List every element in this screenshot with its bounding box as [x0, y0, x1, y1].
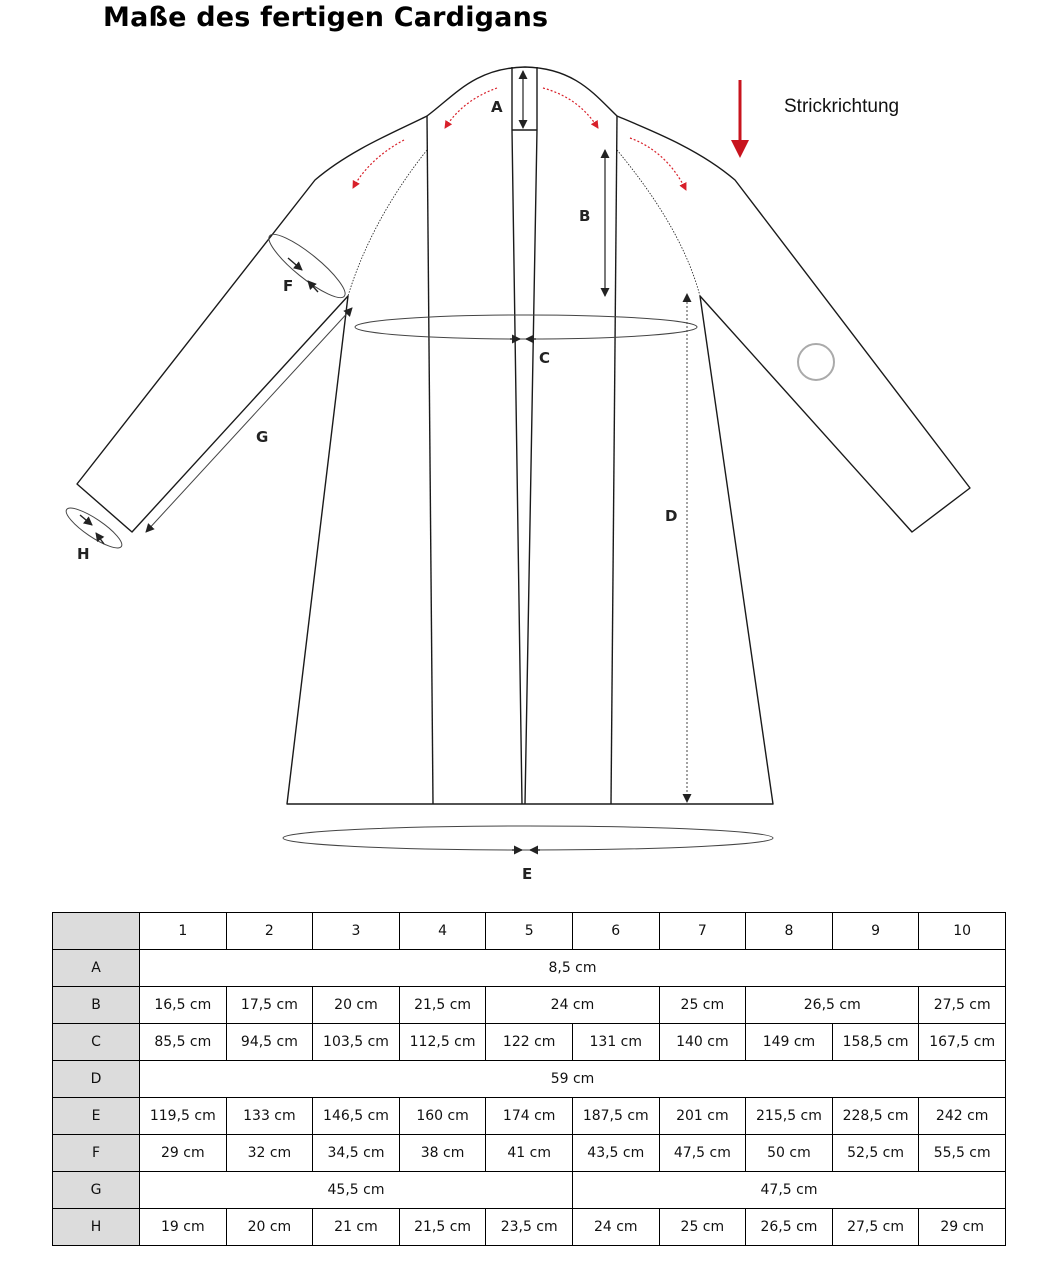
measurement-cell: 47,5 cm: [659, 1135, 746, 1172]
measurement-cell: 174 cm: [486, 1098, 573, 1135]
row-label-cell: F: [53, 1135, 140, 1172]
measurement-cell: 27,5 cm: [919, 987, 1006, 1024]
size-header-cell: 2: [226, 913, 313, 950]
row-label-cell: C: [53, 1024, 140, 1061]
label-b: B: [579, 207, 591, 225]
measurement-cell: 32 cm: [226, 1135, 313, 1172]
measurement-cell: 16,5 cm: [140, 987, 227, 1024]
measurement-cell: 17,5 cm: [226, 987, 313, 1024]
size-header-cell: 9: [832, 913, 919, 950]
measurement-cell: 47,5 cm: [572, 1172, 1005, 1209]
measurement-cell: 23,5 cm: [486, 1209, 573, 1246]
table-row: [53, 1024, 1006, 1061]
measure-f: [262, 226, 352, 305]
row-label-cell: A: [53, 950, 140, 987]
row-label-cell: B: [53, 987, 140, 1024]
row-label-cell: D: [53, 1061, 140, 1098]
measurement-cell: 21 cm: [313, 1209, 400, 1246]
measurement-cell: 55,5 cm: [919, 1135, 1006, 1172]
measurement-cell: 25 cm: [659, 1209, 746, 1246]
label-e: E: [522, 865, 533, 883]
measure-e: [283, 826, 773, 850]
measurement-cell: 27,5 cm: [832, 1209, 919, 1246]
measurement-cell: 43,5 cm: [572, 1135, 659, 1172]
cardigan-outline: [77, 67, 970, 804]
knitting-direction-arrow-icon: [731, 80, 749, 158]
row-label-cell: H: [53, 1209, 140, 1246]
row-label-cell: E: [53, 1098, 140, 1135]
measurement-cell: 24 cm: [486, 987, 659, 1024]
measurement-cell: 242 cm: [919, 1098, 1006, 1135]
label-h: H: [77, 545, 90, 563]
measurement-cell: 24 cm: [572, 1209, 659, 1246]
measurement-cell: 50 cm: [746, 1135, 833, 1172]
measurement-cell: 122 cm: [486, 1024, 573, 1061]
measurement-cell: 29 cm: [919, 1209, 1006, 1246]
measurement-cell: 38 cm: [399, 1135, 486, 1172]
measurement-cell: 140 cm: [659, 1024, 746, 1061]
measurement-cell: 25 cm: [659, 987, 746, 1024]
measurement-cell: 133 cm: [226, 1098, 313, 1135]
right-front-band: [611, 116, 617, 804]
measurement-cell: 119,5 cm: [140, 1098, 227, 1135]
row-label-cell: G: [53, 1172, 140, 1209]
measurement-cell: 112,5 cm: [399, 1024, 486, 1061]
size-header-cell: 8: [746, 913, 833, 950]
size-table: [52, 912, 1006, 1246]
measurement-cell: 228,5 cm: [832, 1098, 919, 1135]
label-f: F: [283, 277, 294, 295]
measurement-cell: 85,5 cm: [140, 1024, 227, 1061]
measure-c: [355, 315, 697, 339]
size-header-cell: 5: [486, 913, 573, 950]
elbow-marker-icon: [798, 344, 834, 380]
label-g: G: [256, 428, 269, 446]
table-row: [53, 1209, 1006, 1246]
knitting-direction-label: Strickrichtung: [784, 96, 900, 117]
measure-h: [62, 502, 127, 554]
measurement-cell: 131 cm: [572, 1024, 659, 1061]
measure-g: [146, 308, 352, 532]
measurement-cell: 34,5 cm: [313, 1135, 400, 1172]
collar-left-edge: [512, 67, 522, 804]
size-header-cell: 10: [919, 913, 1006, 950]
measurement-cell: 94,5 cm: [226, 1024, 313, 1061]
measurement-cell: 201 cm: [659, 1098, 746, 1135]
measurement-cell: 103,5 cm: [313, 1024, 400, 1061]
left-raglan-line: [348, 150, 427, 296]
right-raglan-line: [617, 150, 700, 296]
size-header-cell: 7: [659, 913, 746, 950]
measurement-cell: 187,5 cm: [572, 1098, 659, 1135]
measurement-cell: 19 cm: [140, 1209, 227, 1246]
table-corner-cell: [53, 913, 140, 950]
measurement-cell: 52,5 cm: [832, 1135, 919, 1172]
page-title: Maße des fertigen Cardigans: [103, 2, 549, 33]
label-d: D: [665, 507, 678, 525]
size-header-cell: 6: [572, 913, 659, 950]
measurement-cell: 160 cm: [399, 1098, 486, 1135]
table-row: [53, 1061, 1006, 1098]
measurement-cell: 158,5 cm: [832, 1024, 919, 1061]
table-row: [53, 950, 1006, 987]
measurement-cell: 20 cm: [226, 1209, 313, 1246]
collar-right-edge: [525, 67, 537, 804]
measurement-cell: 8,5 cm: [140, 950, 1006, 987]
table-row: [53, 1098, 1006, 1135]
measurement-cell: 21,5 cm: [399, 1209, 486, 1246]
body-outline: [77, 67, 970, 804]
label-c: C: [539, 349, 551, 367]
measurement-cell: 167,5 cm: [919, 1024, 1006, 1061]
table-row: [53, 1135, 1006, 1172]
measurement-cell: 215,5 cm: [746, 1098, 833, 1135]
measurement-cell: 26,5 cm: [746, 1209, 833, 1246]
measurement-cell: 41 cm: [486, 1135, 573, 1172]
table-header-row: [53, 913, 1006, 950]
table-row: [53, 987, 1006, 1024]
measurement-cell: 21,5 cm: [399, 987, 486, 1024]
measurement-cell: 149 cm: [746, 1024, 833, 1061]
label-a: A: [491, 98, 503, 116]
measurement-cell: 59 cm: [140, 1061, 1006, 1098]
measurement-cell: 45,5 cm: [140, 1172, 573, 1209]
measurement-cell: 29 cm: [140, 1135, 227, 1172]
size-header-cell: 1: [140, 913, 227, 950]
measurement-cell: 20 cm: [313, 987, 400, 1024]
table-row: [53, 1172, 1006, 1209]
size-header-cell: 4: [399, 913, 486, 950]
measurement-cell: 26,5 cm: [746, 987, 919, 1024]
left-front-band: [427, 116, 433, 804]
measurement-cell: 146,5 cm: [313, 1098, 400, 1135]
size-header-cell: 3: [313, 913, 400, 950]
